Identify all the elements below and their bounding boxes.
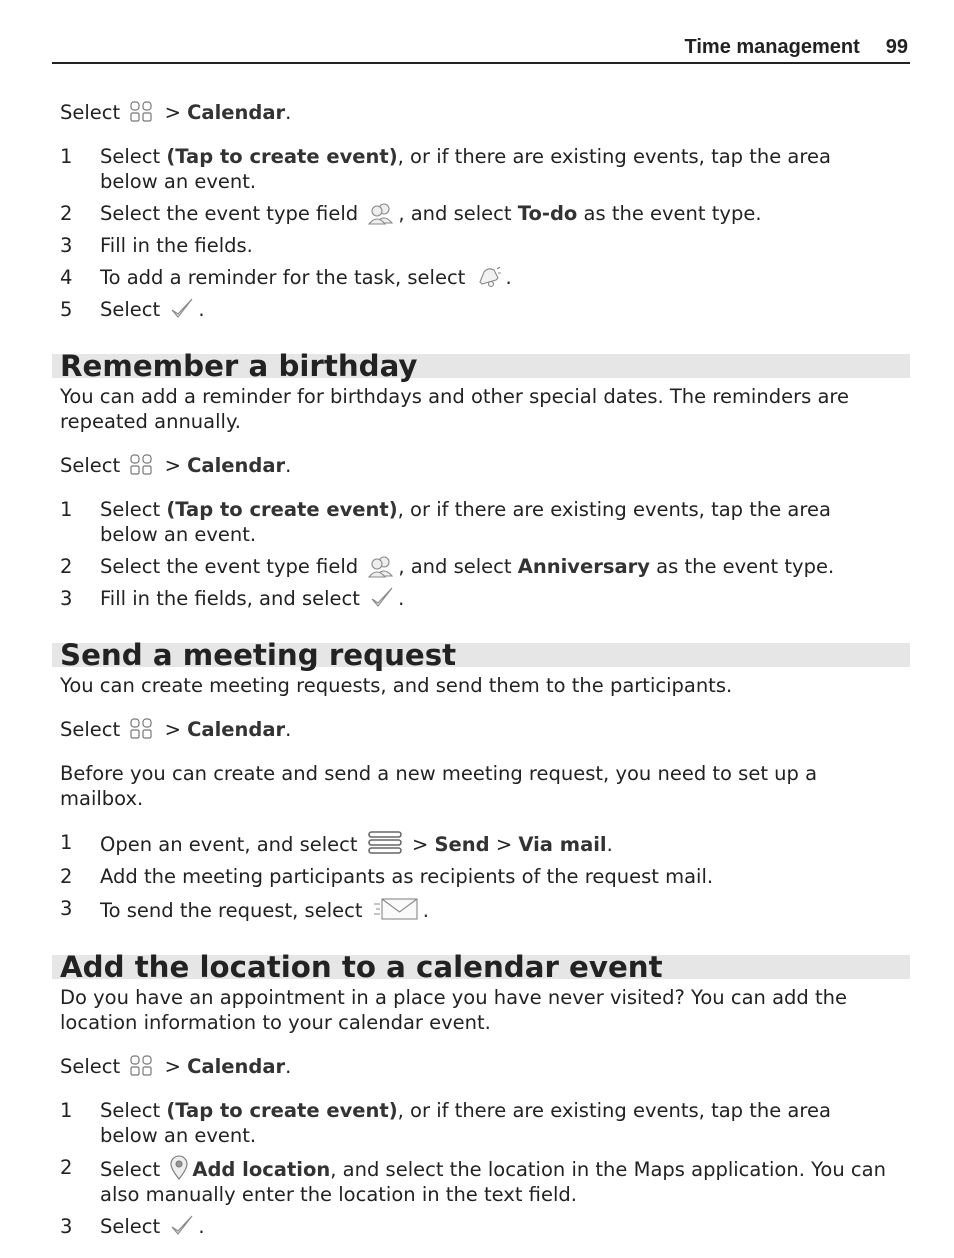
select-calendar-line: Select > Calendar. xyxy=(60,454,292,477)
list-item: 3 To send the request, select . xyxy=(60,897,429,922)
list-item: 5 Select . xyxy=(60,298,205,321)
list-item: 4 To add a reminder for the task, select . xyxy=(60,266,512,289)
select-calendar-line: Select > Calendar. xyxy=(60,718,292,741)
list-item: 2 Select Add location, and select the location in the Maps application. You can also manually enter the location in the text field. xyxy=(60,1156,886,1206)
checkmark-icon xyxy=(369,586,395,610)
meeting-steps xyxy=(52,830,910,923)
calendar-label: Calendar xyxy=(187,1055,286,1078)
page-header xyxy=(52,36,910,64)
calendar-label: Calendar xyxy=(187,101,286,124)
people-icon xyxy=(367,201,395,225)
envelope-icon xyxy=(372,896,420,922)
people-icon xyxy=(367,554,395,578)
page-number: 99 xyxy=(885,36,908,58)
select-calendar-line: Select > Calendar. xyxy=(60,1055,292,1078)
location-steps xyxy=(52,1098,910,1239)
location-description: Do you have an appointment in a place you have never visited? You can add the location information to your calendar event. xyxy=(60,986,847,1034)
checkmark-icon xyxy=(169,1214,195,1238)
menu-grid-icon xyxy=(129,717,155,741)
menu-grid-icon xyxy=(129,1054,155,1078)
list-item: 2 Select the event type field , and select To-do as the event type. xyxy=(60,202,762,225)
list-item: 2 Add the meeting participants as recipients of the request mail. xyxy=(60,865,714,888)
section-heading-birthday: Remember a birthday xyxy=(52,354,910,378)
list-item: 3 Fill in the fields, and select . xyxy=(60,587,405,610)
checkmark-icon xyxy=(169,297,195,321)
section-heading-location: Add the location to a calendar event xyxy=(52,955,910,979)
list-item: 1 Open an event, and select > Send > Via mail. xyxy=(60,831,613,856)
bell-icon xyxy=(475,265,503,289)
calendar-label: Calendar xyxy=(187,718,286,741)
meeting-description: You can create meeting requests, and send them to the participants. xyxy=(60,674,733,697)
header-section-title: Time management xyxy=(684,36,860,58)
list-item: 3 Fill in the fields. xyxy=(60,234,253,257)
list-item: 1 Select (Tap to create event), or if there are existing events, tap the area below an event. xyxy=(60,145,831,193)
birthday-description: You can add a reminder for birthdays and other special dates. The reminders are repeated annually. xyxy=(60,385,849,433)
menu-grid-icon xyxy=(129,100,155,124)
list-item: 2 Select the event type field , and select Anniversary as the event type. xyxy=(60,555,835,578)
birthday-steps xyxy=(52,497,910,611)
list-item: 1 Select (Tap to create event), or if there are existing events, tap the area below an event. xyxy=(60,1099,831,1147)
options-menu-icon xyxy=(367,830,403,856)
menu-grid-icon xyxy=(129,453,155,477)
calendar-label: Calendar xyxy=(187,454,286,477)
list-item: 1 Select (Tap to create event), or if there are existing events, tap the area below an event. xyxy=(60,498,831,546)
list-item: 3 Select . xyxy=(60,1215,205,1238)
section-heading-meeting: Send a meeting request xyxy=(52,643,910,667)
page-content xyxy=(52,100,910,1246)
map-pin-icon xyxy=(169,1155,189,1181)
todo-steps xyxy=(52,144,910,322)
mailbox-note: Before you can create and send a new meeting request, you need to set up a mailbox. xyxy=(60,762,818,810)
select-calendar-line: Select > Calendar. xyxy=(60,101,292,124)
